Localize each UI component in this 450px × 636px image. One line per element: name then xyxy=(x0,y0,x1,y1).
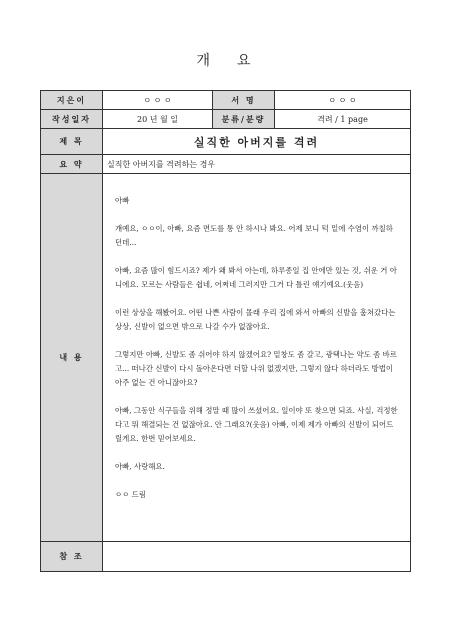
content-paragraph: 아빠, 요즘 많이 힘드시죠? 제가 왜 봐서 아는데, 하루종일 집 안에만 있는 것, 쉬운 거 아니에요. 모르는 사람들은 쉽네, 어쩌네 그러지만 그거 다 틀린 얘기예요.(웃음) xyxy=(115,266,397,289)
date-value: 20 년 월 일 xyxy=(103,110,213,129)
reference-label: 참 조 xyxy=(41,542,103,572)
content-label: 내 용 xyxy=(41,174,103,542)
sign-label: 서 명 xyxy=(213,91,275,110)
document-title xyxy=(0,50,450,70)
summary-row xyxy=(41,155,411,174)
content-paragraph: 아빠, 사랑해요. xyxy=(115,462,165,471)
author-label: 지은이 xyxy=(41,91,103,110)
content-paragraph: ㅇㅇ 드림 xyxy=(115,490,146,499)
content-paragraph: 아빠, 그동안 식구들을 위해 정말 때 많이 쓰셨어요. 일이야 또 찾으면 되죠. 사실, 걱정한다고 뭐 해결되는 건 없잖아요. 안 그래요?(웃음) 아빠, 이제 제가 아빠의 신발이 되어드릴게요. 한번 믿어보세요. xyxy=(115,406,398,443)
title-char-1: 개 xyxy=(196,53,213,69)
content-row xyxy=(41,174,411,542)
subject-value: 실직한 아버지를 격려 xyxy=(103,129,411,155)
title-char-2: 요 xyxy=(237,53,254,69)
content-paragraph: 아빠 xyxy=(115,196,130,205)
content-paragraph: 이런 상상을 해봤어요. 어떤 나쁜 사람이 몰래 우리 집에 와서 아빠의 신발을 훔쳐갔다는 상상, 신발이 없으면 밖으로 나갈 수가 없잖아요. xyxy=(115,308,396,331)
summary-label: 요 약 xyxy=(41,155,103,174)
subject-label: 제 목 xyxy=(41,129,103,155)
author-row xyxy=(41,91,411,110)
content-body xyxy=(103,174,411,542)
content-paragraph: 그렇지만 아빠, 신발도 좀 쉬어야 하지 않겠어요? 밑창도 좀 갈고, 광택나는 약도 좀 바르고... 떠나간 신발이 다시 돌아온다면 더할 나위 없겠지만, 그렇지 않다 하더라도 방법이 아주 없는 건 아니잖아요? xyxy=(115,350,397,387)
subject-row xyxy=(41,129,411,155)
summary-form xyxy=(40,90,411,572)
summary-value: 실직한 아버지를 격려하는 경우 xyxy=(103,155,411,174)
author-value: ㅇ ㅇ ㅇ xyxy=(103,91,213,110)
date-row xyxy=(41,110,411,129)
date-label: 작성일자 xyxy=(41,110,103,129)
sign-value: ㅇ ㅇ ㅇ xyxy=(275,91,411,110)
content-paragraph: 걔예요, ㅇㅇ이, 아빠, 요즘 면도를 통 안 하시나 봐요. 어제 보니 턱 밑에 수염이 까칠하던데... xyxy=(115,224,393,247)
reference-row xyxy=(41,542,411,572)
reference-value xyxy=(103,542,411,572)
category-label: 분류/분량 xyxy=(213,110,275,129)
category-value: 격려 / 1 page xyxy=(275,110,411,129)
